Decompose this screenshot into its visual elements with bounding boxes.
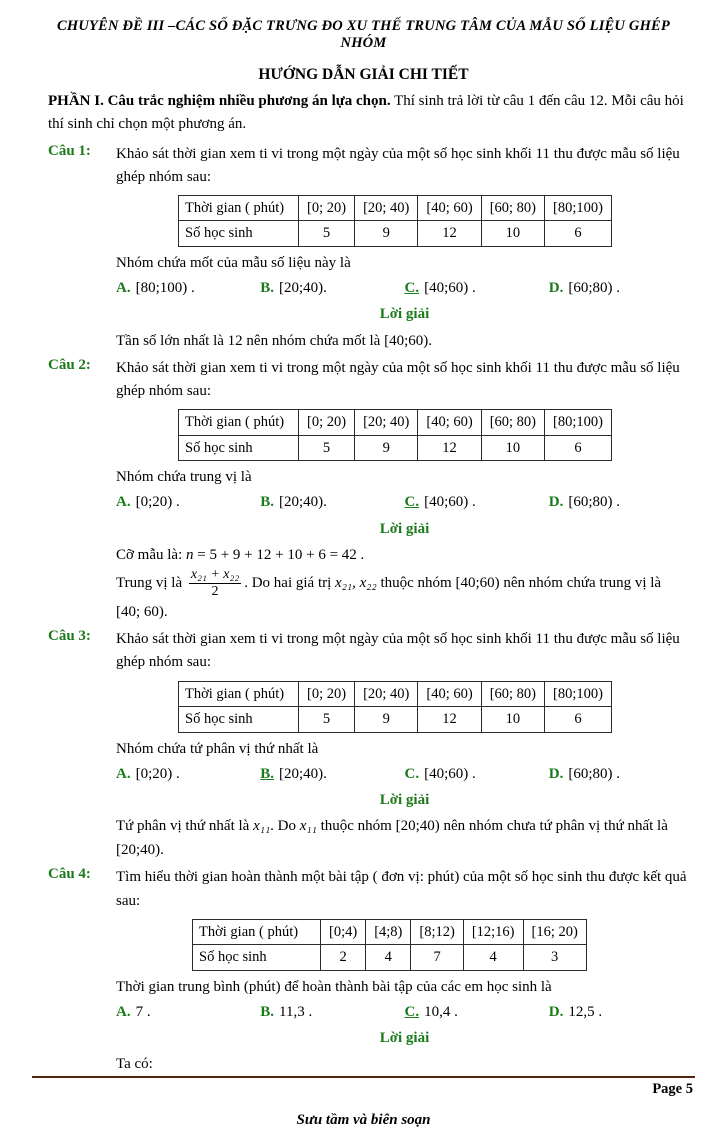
- table-cell: 5: [299, 435, 355, 460]
- table-cell: [20; 40): [355, 410, 418, 435]
- table-cell: 3: [523, 945, 586, 970]
- question-3-solution-line-1: [116, 814, 693, 838]
- table-cell: [16; 20): [523, 919, 586, 944]
- table-cell: [40; 60): [418, 410, 481, 435]
- table-cell: [40; 60): [418, 196, 481, 221]
- option-c-value: 10,4 .: [424, 1003, 458, 1020]
- table-cell: [60; 80): [481, 196, 544, 221]
- table-cell: Thời gian ( phút): [179, 196, 299, 221]
- table-cell: Số học sinh: [193, 945, 321, 970]
- option-a: [116, 763, 260, 786]
- part-instructions: [48, 90, 693, 137]
- table-row: [179, 707, 612, 732]
- solution-text: Tứ phân vị thứ nhất là: [116, 818, 254, 835]
- solution-heading: Lời giải: [379, 306, 430, 323]
- table-cell: 5: [299, 221, 355, 246]
- table-cell: [80;100): [545, 681, 612, 706]
- question-4-text: Thời gian trung bình (phút) để hoàn thành bài tập của các em học sinh là: [116, 978, 552, 995]
- question-2-options: [116, 491, 693, 514]
- table-cell: 5: [299, 707, 355, 732]
- question-1-label: Câu 1:: [48, 142, 91, 159]
- document-header: CHUYÊN ĐỀ III –CÁC SỐ ĐẶC TRƯNG ĐO XU THẾ TRUNG TÂM CỦA MẪU SỐ LIỆU GHÉP NHÓM: [57, 18, 670, 51]
- option-b-value: [20;40).: [279, 494, 327, 511]
- option-d-value: 12,5 .: [568, 1003, 603, 1020]
- question-4: [48, 866, 693, 1076]
- option-b-value: [20;40).: [279, 280, 327, 297]
- option-a: [116, 491, 260, 514]
- table-row: [179, 410, 612, 435]
- option-b: [260, 277, 404, 300]
- table-cell: [60; 80): [481, 410, 544, 435]
- table-cell: 4: [366, 945, 411, 970]
- option-a-letter: A.: [116, 494, 131, 511]
- solution-text: Trung vị là: [116, 574, 186, 591]
- question-3-label: Câu 3:: [48, 628, 91, 645]
- table-row: [179, 435, 612, 460]
- solution-text: thuộc nhóm [20;40) nên nhóm chưa tứ phân vị thứ nhất là: [316, 818, 668, 835]
- table-cell: Thời gian ( phút): [193, 919, 321, 944]
- table-row: [179, 681, 612, 706]
- table-cell: 2: [321, 945, 366, 970]
- solution-text: . Do: [270, 818, 300, 835]
- option-a-value: [0;20) .: [135, 494, 180, 511]
- option-a-value: [80;100) .: [135, 280, 195, 297]
- option-d-letter: D.: [548, 280, 564, 297]
- table-cell: [12;16): [463, 919, 523, 944]
- question-2-solution-line-1: [116, 543, 693, 567]
- option-b-value: [20;40).: [279, 765, 327, 782]
- option-d: [549, 277, 693, 300]
- part-description: Thí sinh trả lời từ câu 1 đến câu 12. Mỗi câu hỏi thí sinh chỉ chọn một phương án.: [48, 93, 684, 133]
- table-cell: 12: [418, 435, 481, 460]
- frequency-table-4: [192, 919, 587, 971]
- option-b-letter: B.: [260, 494, 275, 511]
- math-variable: x₁₁: [299, 818, 317, 835]
- option-d-letter: D.: [548, 1003, 564, 1020]
- option-d-value: [60;80) .: [568, 765, 621, 782]
- option-c-letter: C.: [404, 280, 420, 297]
- option-a-value: [0;20) .: [135, 765, 180, 782]
- table-cell: [4;8): [366, 919, 411, 944]
- question-3: [48, 628, 693, 862]
- solution-text: thuộc nhóm [40;60) nên nhóm chứa trung vị là: [376, 574, 662, 591]
- table-cell: [80;100): [545, 196, 612, 221]
- option-d-value: [60;80) .: [568, 280, 621, 297]
- option-c: [405, 763, 549, 786]
- table-cell: 12: [418, 707, 481, 732]
- table-cell: [40; 60): [418, 681, 481, 706]
- option-b: [260, 1001, 404, 1024]
- question-3-solution-line-2: [20;40).: [116, 842, 164, 859]
- option-d-letter: D.: [548, 494, 564, 511]
- frequency-table-2: [178, 409, 612, 461]
- option-c: [405, 491, 549, 514]
- question-3-text: Nhóm chứa tứ phân vị thứ nhất là: [116, 740, 319, 757]
- option-b-letter: B.: [260, 280, 275, 297]
- table-cell: Số học sinh: [179, 707, 299, 732]
- table-cell: 9: [355, 221, 418, 246]
- option-c-value: [40;60) .: [424, 280, 476, 297]
- footer-credit: Sưu tầm và biên soạn: [296, 1112, 431, 1129]
- table-cell: 7: [411, 945, 463, 970]
- option-c-value: [40;60) .: [424, 765, 476, 782]
- table-cell: [8;12): [411, 919, 463, 944]
- math-variable: n: [186, 546, 194, 563]
- math-variable: x₁₁: [253, 818, 271, 835]
- option-b: [260, 763, 404, 786]
- table-row: [193, 919, 587, 944]
- table-cell: 10: [481, 221, 544, 246]
- option-a-letter: A.: [116, 1003, 131, 1020]
- option-c-letter: C.: [404, 1003, 420, 1020]
- question-2-text: Nhóm chứa trung vị là: [116, 469, 252, 486]
- option-b-letter: B.: [260, 1003, 275, 1020]
- question-4-label: Câu 4:: [48, 866, 91, 883]
- table-row: [179, 221, 612, 246]
- table-cell: Thời gian ( phút): [179, 681, 299, 706]
- question-3-intro: Khảo sát thời gian xem ti vi trong một ngày của một số học sinh khối 11 thu được mẫu số liệu ghép nhóm sau:: [116, 631, 680, 671]
- table-cell: Thời gian ( phút): [179, 410, 299, 435]
- option-c: [405, 277, 549, 300]
- table-cell: [20; 40): [355, 196, 418, 221]
- question-1-solution: Tần số lớn nhất là 12 nên nhóm chứa mốt là [40;60).: [116, 332, 432, 349]
- table-cell: Số học sinh: [179, 435, 299, 460]
- question-2-solution-line-2: [116, 567, 693, 600]
- question-1-text: Nhóm chứa mốt của mẫu số liệu này là: [116, 254, 351, 271]
- question-1-options: [116, 277, 693, 300]
- table-cell: [0; 20): [299, 410, 355, 435]
- question-2-solution-line-3: [40; 60).: [116, 604, 168, 621]
- option-c-value: [40;60) .: [424, 494, 476, 511]
- solution-heading: Lời giải: [379, 520, 430, 537]
- solution-text: Cỡ mẫu là:: [116, 546, 187, 563]
- question-1-intro: Khảo sát thời gian xem ti vi trong một ngày của một số học sinh khối 11 thu được mẫu số liệu ghép nhóm sau:: [116, 145, 680, 185]
- table-cell: Số học sinh: [179, 221, 299, 246]
- median-fraction: [186, 567, 244, 600]
- footer-divider: [32, 1076, 695, 1078]
- option-a: [116, 1001, 260, 1024]
- option-d: [549, 763, 693, 786]
- table-cell: [20; 40): [355, 681, 418, 706]
- option-c-letter: C.: [404, 494, 420, 511]
- option-d: [549, 491, 693, 514]
- question-4-solution: Ta có:: [116, 1056, 153, 1073]
- option-d-value: [60;80) .: [568, 494, 621, 511]
- table-cell: 6: [545, 435, 612, 460]
- option-d: [549, 1001, 693, 1024]
- question-4-intro: Tìm hiểu thời gian hoàn thành một bài tập ( đơn vị: phút) của một số học sinh thu được kết quả sau:: [116, 869, 687, 909]
- option-b-value: 11,3 .: [279, 1003, 313, 1020]
- table-cell: 6: [545, 221, 612, 246]
- solution-heading: Lời giải: [379, 792, 430, 808]
- solution-heading: Lời giải: [379, 1030, 430, 1047]
- table-cell: 10: [481, 435, 544, 460]
- option-a: [116, 277, 260, 300]
- table-cell: 10: [481, 707, 544, 732]
- question-2: [48, 357, 693, 624]
- option-a-letter: A.: [116, 280, 131, 297]
- question-1: [48, 143, 693, 353]
- option-b: [260, 491, 404, 514]
- frequency-table-3: [178, 681, 612, 733]
- table-cell: 9: [355, 435, 418, 460]
- page-title: HƯỚNG DẪN GIẢI CHI TIẾT: [258, 66, 469, 83]
- page-number: Page 5: [652, 1081, 693, 1098]
- table-row: [179, 196, 612, 221]
- option-c-letter: C.: [404, 765, 420, 782]
- table-cell: [80;100): [545, 410, 612, 435]
- solution-text: . Do hai giá trị: [244, 574, 336, 591]
- option-c: [405, 1001, 549, 1024]
- option-b-letter: B.: [260, 765, 275, 782]
- solution-text: = 5 + 9 + 12 + 10 + 6 = 42 .: [193, 546, 365, 563]
- fraction-numerator: x₂₁ + x₂₂: [190, 566, 240, 582]
- table-cell: 9: [355, 707, 418, 732]
- table-cell: 4: [463, 945, 523, 970]
- question-2-intro: Khảo sát thời gian xem ti vi trong một ngày của một số học sinh khối 11 thu được mẫu số liệu ghép nhóm sau:: [116, 359, 680, 399]
- option-a-value: 7 .: [135, 1003, 151, 1020]
- table-cell: [0; 20): [299, 196, 355, 221]
- part-label: PHẦN I. Câu trắc nghiệm nhiều phương án lựa chọn.: [48, 93, 391, 109]
- option-a-letter: A.: [116, 765, 131, 782]
- question-4-options: [116, 1001, 693, 1024]
- table-cell: [0;4): [321, 919, 366, 944]
- fraction-denominator: 2: [189, 583, 241, 600]
- question-2-label: Câu 2:: [48, 356, 91, 373]
- table-cell: 12: [418, 221, 481, 246]
- table-cell: [60; 80): [481, 681, 544, 706]
- question-3-options: [116, 763, 693, 786]
- frequency-table-1: [178, 195, 612, 247]
- table-row: [193, 945, 587, 970]
- table-cell: 6: [545, 707, 612, 732]
- math-variable: x₂₁, x₂₂: [335, 574, 377, 591]
- table-cell: [0; 20): [299, 681, 355, 706]
- option-d-letter: D.: [548, 765, 564, 782]
